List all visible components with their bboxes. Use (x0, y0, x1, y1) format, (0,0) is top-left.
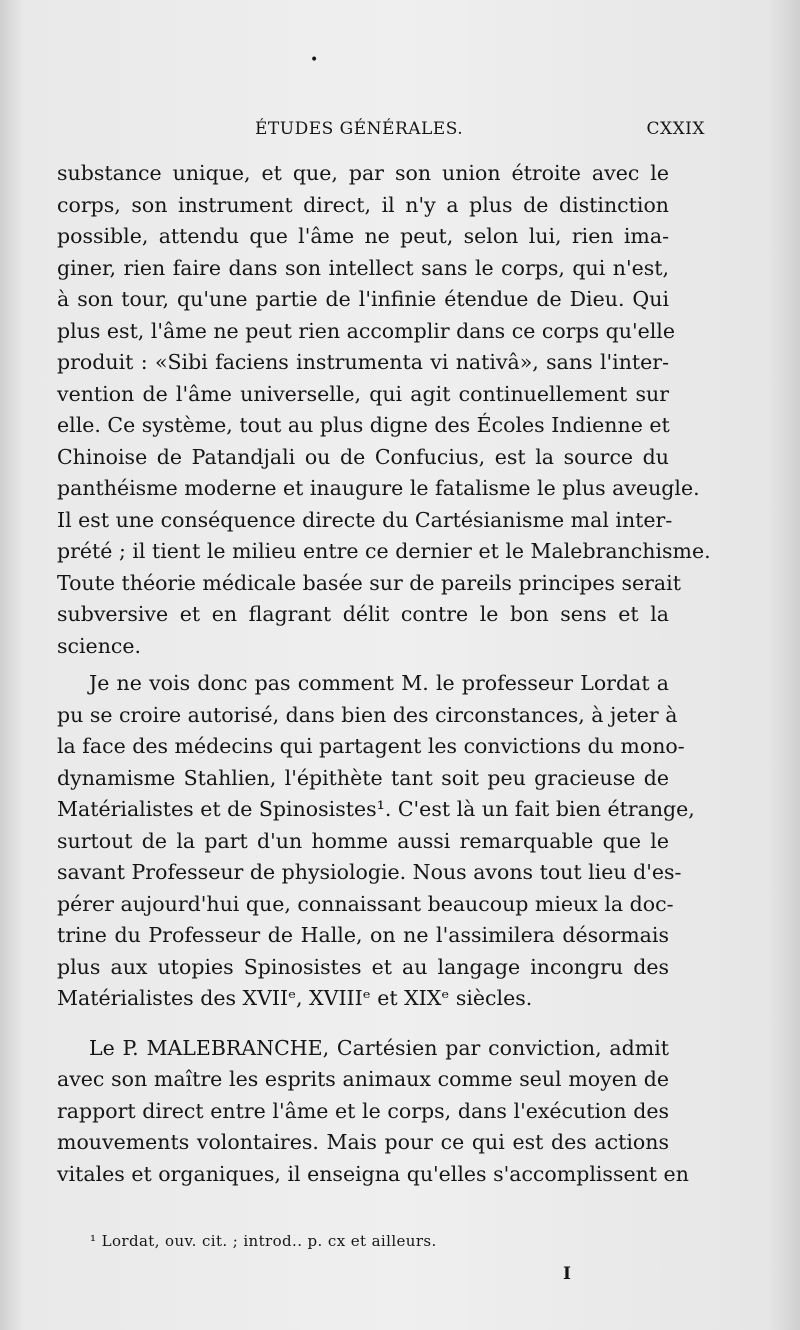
text-line: possible, attendu que l'âme ne peut, selon lui, rien ima- (57, 224, 669, 248)
paragraph-3 (57, 1033, 689, 1191)
text-line: substance unique, et que, par son union étroite avec le (57, 161, 669, 185)
text-line: mouvements volontaires. Mais pour ce qui est des actions (57, 1130, 669, 1154)
text-line: Je ne vois donc pas comment M. le professeur Lordat a (89, 671, 669, 695)
text-line: la face des médecins qui partagent les convictions du mono- (57, 734, 685, 758)
text-line: pu se croire autorisé, dans bien des circonstances, à jeter à (57, 702, 678, 727)
text-line: Toute théorie médicale basée sur de pareils principes serait (57, 570, 681, 595)
text-line: vitales et organiques, il enseigna qu'elles s'accomplissent en (57, 1161, 689, 1186)
text-line: science. (57, 633, 142, 658)
text-line: plus aux utopies Spinosistes et au langage incongru des (57, 954, 669, 979)
text-line: trine du Professeur de Halle, on ne l'assimilera désormais (57, 923, 669, 947)
text-line: avec son maître les esprits animaux comme seul moyen de (57, 1067, 669, 1091)
text-line: rapport direct entre l'âme et le corps, dans l'exécution des (57, 1098, 669, 1123)
text-line: Matérialistes et de Spinosistes¹. C'est là un fait bien étrange, (57, 797, 695, 821)
text-line: corps, son instrument direct, il n'y a plus de distinction (57, 192, 669, 217)
dot-mark: • (310, 52, 319, 68)
text-line: elle. Ce système, tout au plus digne des Écoles Indienne et (57, 413, 670, 437)
text-line: Le P. MALEBRANCHE, Cartésien par conviction, admit (89, 1035, 669, 1060)
text-line: Chinoise de Patandjali ou de Confucius, est la source du (57, 444, 669, 469)
body-text (57, 158, 711, 1196)
text-line: dynamisme Stahlien, l'épithète tant soit peu gracieuse de (57, 765, 669, 790)
signature-mark: I (563, 1264, 571, 1284)
text-line: prété ; il tient le milieu entre ce dernier et le Malebranchisme. (57, 539, 711, 563)
text-line: Matérialistes des XVIIᵉ, XVIIIᵉ et XIXᵉ siècles. (57, 986, 533, 1010)
paragraph-1 (57, 158, 711, 662)
text-line: subversive et en flagrant délit contre le bon sens et la (57, 602, 669, 626)
text-line: pérer aujourd'hui que, connaissant beaucoup mieux la doc- (57, 891, 674, 916)
footnote: ¹ Lordat, ouv. cit. ; introd.. p. cx et ailleurs. (90, 1232, 437, 1250)
text-line: vention de l'âme universelle, qui agit continuellement sur (57, 381, 669, 406)
paragraph-2 (57, 668, 695, 1015)
text-line: giner, rien faire dans son intellect sans le corps, qui n'est, (57, 255, 669, 280)
page-number: CXXIX (646, 119, 705, 139)
text-line: à son tour, qu'une partie de l'infinie étendue de Dieu. Qui (57, 287, 669, 311)
text-line: produit : «Sibi faciens instrumenta vi nativâ», sans l'inter- (57, 350, 669, 374)
page-header (60, 119, 705, 143)
text-line: panthéisme moderne et inaugure le fatalisme le plus aveugle. (57, 476, 700, 500)
text-line: surtout de la part d'un homme aussi remarquable que le (57, 828, 669, 853)
text-line: Il est une conséquence directe du Cartésianisme mal inter- (57, 507, 673, 532)
text-line: plus est, l'âme ne peut rien accomplir dans ce corps qu'elle (57, 318, 675, 343)
running-title: ÉTUDES GÉNÉRALES. (255, 119, 464, 139)
text-line: savant Professeur de physiologie. Nous avons tout lieu d'es- (57, 860, 682, 884)
